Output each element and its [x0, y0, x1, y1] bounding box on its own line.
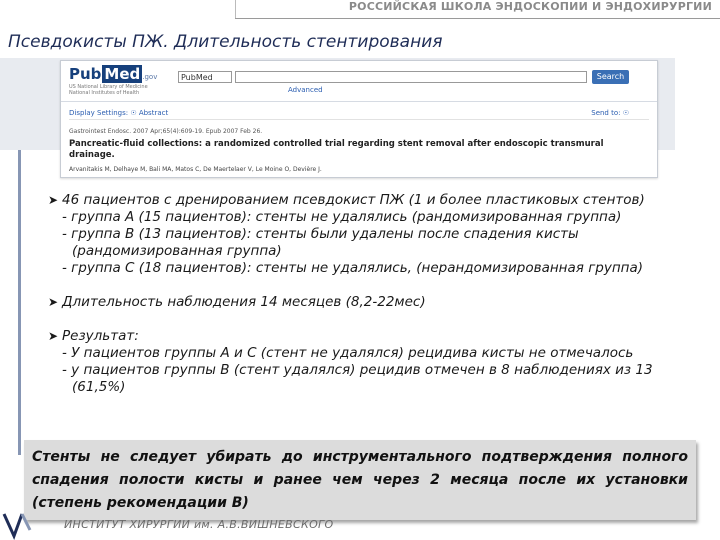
pubmed-divider: [61, 101, 657, 102]
bullet-duration: [48, 294, 708, 311]
pubmed-journal-citation: Gastrointest Endosc. 2007 Apr;65(4):609-19. Epub 2007 Feb 26.: [69, 128, 263, 135]
pubmed-send-to: Send to: ☉: [591, 109, 629, 117]
pubmed-search-button: Search: [592, 70, 629, 84]
pubmed-article-title: Pancreatic-fluid collections: a randomized controlled trial regarding stent removal after endoscopic transmural drainage.: [69, 139, 604, 160]
pubmed-authors: Arvanitakis M, Delhaye M, Bali MA, Matos C, De Maertelaer V, Le Moine O, Devière J.: [69, 166, 322, 173]
pubmed-advanced-link: Advanced: [288, 86, 323, 94]
arrow-bullet-icon: ➤: [48, 295, 59, 309]
header-rule-vertical: [235, 0, 236, 18]
footer-institute: ИНСТИТУТ ХИРУРГИИ им. А.В.ВИШНЕВСКОГО: [64, 518, 334, 531]
arrow-bullet-icon: ➤: [48, 329, 59, 343]
pubmed-display-settings: Display Settings: ☉ Abstract: [69, 109, 169, 117]
group-b-line: - группа В (13 пациентов): стенты были удалены после спадения кисты: [62, 226, 579, 242]
pubmed-logo: Pub Med .gov: [69, 65, 158, 83]
pubmed-subline: US National Library of Medicine National Institutes of Health: [69, 84, 148, 96]
slide-title: Псевдокисты ПЖ. Длительность стентирования: [8, 32, 443, 52]
pubmed-search-input: [235, 71, 587, 83]
group-a-line: - группа А (15 пациентов): стенты не удалялись (рандомизированная группа): [62, 209, 622, 225]
pubmed-divider-2: [69, 119, 649, 120]
result-line-b-cont: (61,5%): [72, 379, 126, 395]
result-line-ac: - У пациентов группы А и С (стент не удалялся) рецидива кисты не отмечалось: [62, 345, 634, 361]
group-b-line-cont: (рандомизированная группа): [72, 243, 282, 259]
group-c-line: - группа С (18 пациентов): стенты не удалялись, (нерандомизированная группа): [62, 260, 644, 276]
conclusion-box: [24, 440, 696, 520]
header-org-title: РОССИЙСКАЯ ШКОЛА ЭНДОСКОПИИ И ЭНДОХИРУРГИИ: [348, 0, 712, 13]
conclusion-text: Стенты не следует убирать до инструментального подтверждения полного спадения полости кисты и ранее чем через 2 месяца после их установки (степень рекомендации В): [32, 449, 688, 511]
pubmed-database-select: PubMed: [178, 71, 232, 83]
bullet-result: [48, 328, 708, 345]
pubmed-screenshot: [60, 60, 658, 178]
arrow-bullet-icon: ➤: [48, 193, 59, 207]
slide-body: [48, 192, 708, 396]
result-line-b: - у пациентов группы В (стент удалялся) рецидив отмечен в 8 наблюдениях из 13: [62, 362, 653, 378]
bullet-text: 46 пациентов с дренированием псевдокист ПЖ (1 и более пластиковых стентов): [62, 192, 645, 208]
bullet-text: Результат:: [62, 328, 139, 344]
institute-logo-icon: [0, 500, 46, 540]
bullet-patients: [48, 192, 708, 209]
header-rule: [235, 18, 720, 19]
left-accent-bar: [18, 150, 21, 455]
bullet-text: Длительность наблюдения 14 месяцев (8,2-22мес): [62, 294, 426, 310]
